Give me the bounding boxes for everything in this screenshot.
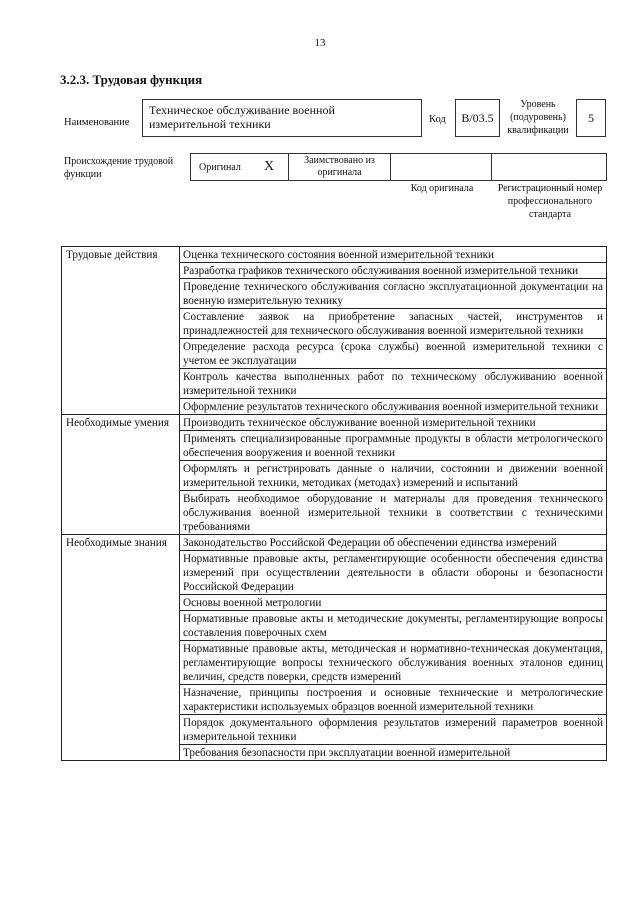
table-cell: Оформлять и регистрировать данные о наличии, состоянии и движении военной измерительной техники, методиках (методах) измерений и испытаний — [180, 461, 607, 491]
section-header-skills: Необходимые умения — [62, 415, 180, 535]
original-box — [190, 153, 289, 181]
section-header-actions: Трудовые действия — [62, 247, 180, 415]
code-original-label: Код оригинала — [410, 183, 474, 194]
borrowed-label: Заимствовано из оригинала — [304, 155, 375, 178]
table-row — [62, 535, 607, 551]
reg-number-label: Регистрационный номер профессионального стандарта — [497, 183, 603, 220]
name-label: Наименование — [64, 117, 130, 128]
table-cell: Нормативные правовые акты и методические документы, регламентирующие вопросы составления поверочных схем — [180, 611, 607, 641]
table-cell: Оформление результатов технического обслуживания военной измерительной техники — [180, 399, 607, 415]
level-box — [576, 99, 606, 137]
original-label: Оригинал — [199, 162, 241, 173]
page-number: 13 — [314, 37, 326, 49]
table-cell: Порядок документального оформления результатов измерений параметров военной измерительной техники — [180, 715, 607, 745]
code-label: Код — [429, 114, 446, 125]
section-header-knowledge: Необходимые знания — [62, 535, 180, 761]
level-label: Уровень (подуровень) квалификации — [507, 99, 569, 136]
name-box — [142, 99, 422, 137]
table-cell: Разработка графиков технического обслуживания военной измерительной техники — [180, 263, 607, 279]
table-row — [62, 415, 607, 431]
code-original-box — [390, 153, 492, 181]
origin-label: Происхождение трудовой функции — [64, 156, 174, 180]
labor-function-table — [61, 246, 607, 761]
table-cell: Нормативные правовые акты, методическая и нормативно-техническая документация, регламентирующие вопросы технического обслуживания военных эталонов единиц величин, средств поверки, средств измерений — [180, 641, 607, 685]
table-cell: Выбирать необходимое оборудование и материалы для проведения технического обслуживания военной измерительной техники в соответствии с техническими требованиями — [180, 491, 607, 535]
original-mark: X — [264, 159, 275, 174]
borrowed-box — [288, 153, 391, 181]
table-cell: Контроль качества выполненных работ по техническому обслуживанию военной измерительной техники — [180, 369, 607, 399]
table-cell: Нормативные правовые акты, регламентирующие особенности обеспечения единства измерений при осуществлении деятельности в области обороны и безопасности Российской Федерации — [180, 551, 607, 595]
level-value: 5 — [588, 111, 594, 125]
table-cell: Основы военной метрологии — [180, 595, 607, 611]
table-cell: Производить техническое обслуживание военной измерительной техники — [180, 415, 607, 431]
code-box — [455, 99, 500, 137]
reg-number-box — [491, 153, 607, 181]
table-cell: Назначение, принципы построения и основные технические и метрологические характеристики используемых образцов военной измерительной техники — [180, 685, 607, 715]
section-title: 3.2.3. Трудовая функция — [60, 72, 203, 87]
table-cell: Составление заявок на приобретение запасных частей, инструментов и принадлежностей для технического обслуживания военной измерительной техники — [180, 309, 607, 339]
code-value: B/03.5 — [461, 111, 494, 125]
table-cell: Определение расхода ресурса (срока службы) военной измерительной техники с учетом ее эксплуатации — [180, 339, 607, 369]
table-row — [62, 247, 607, 263]
table-cell: Применять специализированные программные продукты в области метрологического обеспечения вооружения и военной техники — [180, 431, 607, 461]
table-cell: Законодательство Российской Федерации об обеспечении единства измерений — [180, 535, 607, 551]
table-cell: Проведение технического обслуживания согласно эксплуатационной документации на военную измерительную технику — [180, 279, 607, 309]
table-cell: Требования безопасности при эксплуатации военной измерительной — [180, 745, 607, 761]
name-value: Техническое обслуживание военной измерительной техники — [149, 103, 335, 131]
table-cell: Оценка технического состояния военной измерительной техники — [180, 247, 607, 263]
